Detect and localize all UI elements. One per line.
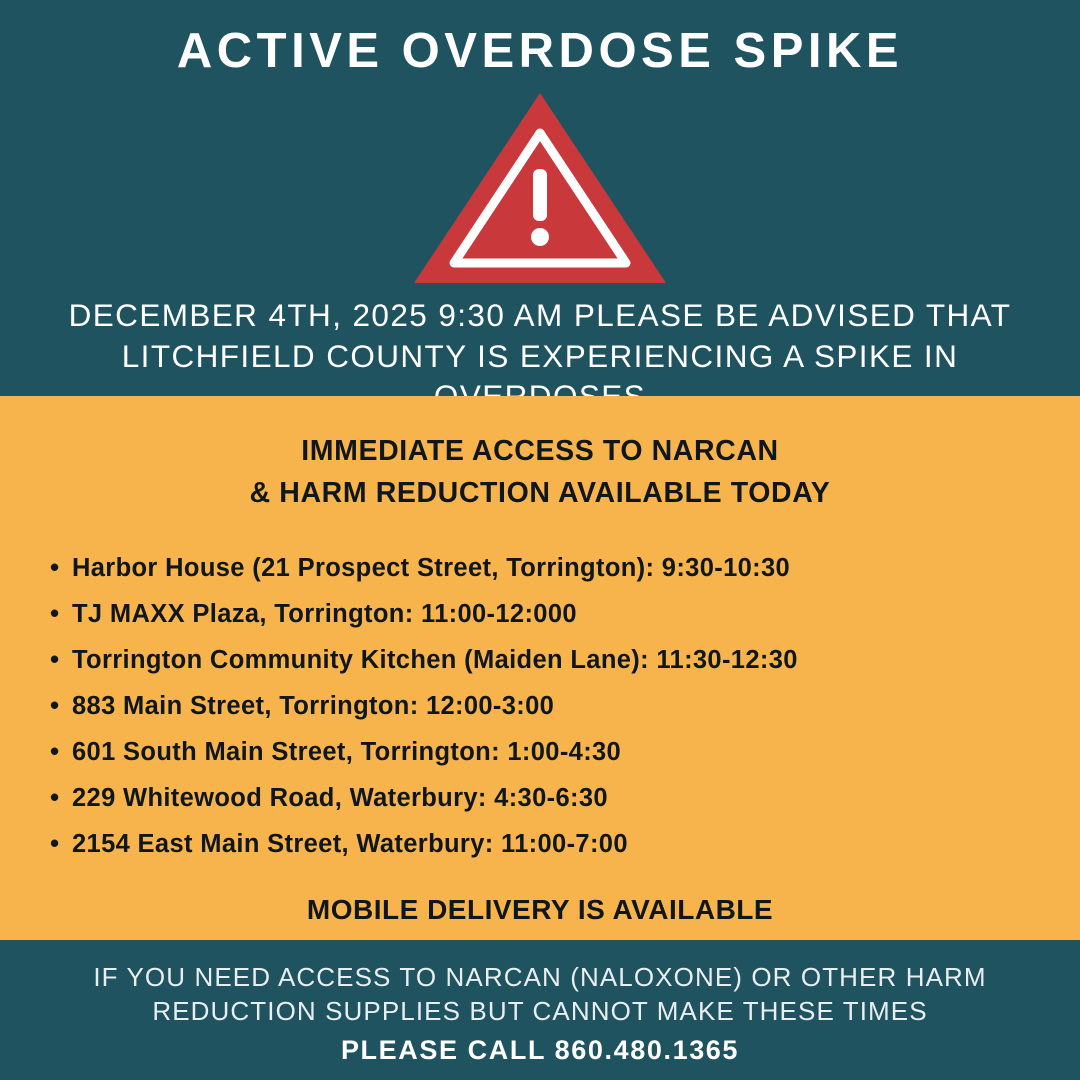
list-item: • Harbor House (21 Prospect Street, Torrington): 9:30-10:30 bbox=[50, 556, 1052, 582]
list-item: • 229 Whitewood Road, Waterbury: 4:30-6:30 bbox=[50, 786, 1052, 812]
warning-icon-container bbox=[410, 87, 670, 287]
list-item: • 2154 East Main Street, Waterbury: 11:00-7:00 bbox=[50, 832, 1052, 858]
footer-text-line-1: IF YOU NEED ACCESS TO NARCAN (NALOXONE) OR OTHER HARM bbox=[93, 962, 987, 992]
list-item: • 601 South Main Street, Torrington: 1:00-4:30 bbox=[50, 740, 1052, 766]
header-panel bbox=[0, 0, 1080, 396]
list-item: • 883 Main Street, Torrington: 12:00-3:00 bbox=[50, 694, 1052, 720]
page-title: ACTIVE OVERDOSE SPIKE bbox=[176, 24, 904, 78]
alert-message: DECEMBER 4TH, 2025 9:30 AM PLEASE BE ADVISED THAT LITCHFIELD COUNTY IS EXPERIENCING A SPIKE IN bbox=[68, 297, 1012, 374]
footer-text-line-2: REDUCTION SUPPLIES BUT CANNOT MAKE THESE TIMES bbox=[152, 996, 928, 1027]
list-item: • TJ MAXX Plaza, Torrington: 11:00-12:000 bbox=[50, 602, 1052, 628]
footer-panel bbox=[0, 940, 1080, 1080]
locations-list bbox=[28, 556, 1052, 878]
mobile-delivery-note: MOBILE DELIVERY IS AVAILABLE bbox=[306, 894, 774, 926]
subheading-line-1: IMMEDIATE ACCESS TO NARCAN bbox=[301, 435, 779, 467]
contact-phone[interactable]: PLEASE CALL 860.480.1365 bbox=[340, 1034, 740, 1065]
main-panel bbox=[0, 396, 1080, 940]
subheading-line-2: & HARM REDUCTION AVAILABLE TODAY bbox=[249, 477, 831, 510]
warning-triangle-icon bbox=[410, 87, 670, 287]
list-item: • Torrington Community Kitchen (Maiden Lane): 11:30-12:30 bbox=[50, 648, 1052, 674]
